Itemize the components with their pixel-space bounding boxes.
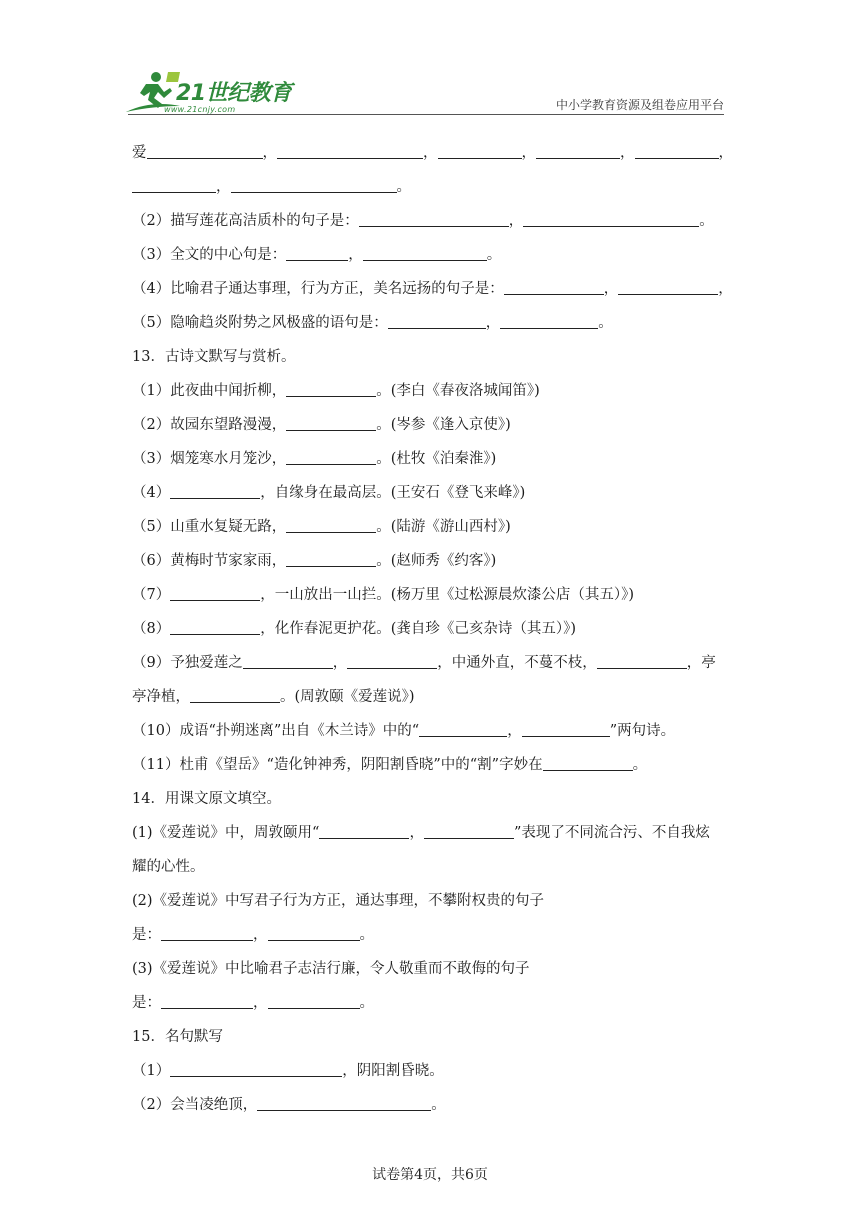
question-text: （2）会当凌绝顶， <box>132 1097 258 1113</box>
question-line <box>132 174 732 208</box>
question-line <box>132 1024 732 1058</box>
question-line <box>132 718 732 752</box>
question-line <box>132 310 732 344</box>
question-text: 。 <box>699 213 714 229</box>
question-line <box>132 922 732 956</box>
question-text: (3)《爱莲说》中比喻君子志洁行廉，令人敬重而不敢侮的句子 <box>132 961 530 977</box>
answer-blank[interactable] <box>257 1094 431 1111</box>
question-text: 爱 <box>132 145 147 161</box>
question-text: ， <box>253 927 268 943</box>
answer-blank[interactable] <box>132 176 216 193</box>
answer-blank[interactable] <box>635 142 719 159</box>
answer-blank[interactable] <box>147 142 263 159</box>
question-text: （11）杜甫《望岳》“造化钟神秀，阴阳割昏晓”中的“割”字妙在 <box>132 757 543 773</box>
question-text: 。 <box>486 247 502 263</box>
answer-blank[interactable] <box>438 142 522 159</box>
answer-blank[interactable] <box>424 822 514 839</box>
answer-blank[interactable] <box>388 312 486 329</box>
logo-text: 21世纪教育 <box>176 81 292 106</box>
question-line <box>132 752 732 786</box>
question-text: （5）山重水复疑无路， <box>132 519 287 535</box>
question-line <box>132 412 732 446</box>
question-text: 。 <box>431 1097 446 1113</box>
answer-blank[interactable] <box>543 754 633 771</box>
question-line <box>132 208 732 242</box>
question-text: ，化作春泥更护花。(龚自珍《己亥杂诗（其五）》) <box>260 621 577 637</box>
question-text: 。 <box>359 995 374 1011</box>
question-line <box>132 276 732 310</box>
question-line <box>132 548 732 582</box>
page-header <box>0 0 860 116</box>
question-text: ， <box>253 995 268 1011</box>
question-text: (1)《爱莲说》中，周敦颐用“ <box>132 825 320 841</box>
question-text: ，亭 <box>686 655 716 671</box>
question-text: 。(赵师秀《约客》) <box>376 553 497 569</box>
question-line <box>132 1058 732 1092</box>
answer-blank[interactable] <box>500 312 598 329</box>
answer-blank[interactable] <box>286 244 348 261</box>
question-text: 耀的心性。 <box>132 859 205 875</box>
answer-blank[interactable] <box>536 142 620 159</box>
question-text: 是： <box>132 995 161 1011</box>
answer-blank[interactable] <box>419 720 507 737</box>
question-text: （7） <box>132 587 171 603</box>
question-text: ， <box>216 179 231 195</box>
question-text: ， <box>718 281 733 297</box>
question-line <box>132 344 732 378</box>
answer-blank[interactable] <box>347 652 437 669</box>
header-divider <box>128 114 724 115</box>
answer-blank[interactable] <box>522 720 610 737</box>
answer-blank[interactable] <box>319 822 409 839</box>
answer-blank[interactable] <box>268 924 360 941</box>
answer-blank[interactable] <box>170 618 260 635</box>
page-footer: 试卷第4页，共6页 <box>372 1167 488 1183</box>
answer-blank[interactable] <box>243 652 333 669</box>
exam-content <box>132 140 732 1126</box>
answer-blank[interactable] <box>359 210 509 227</box>
answer-blank[interactable] <box>170 482 260 499</box>
question-text: ， <box>521 145 536 161</box>
answer-blank[interactable] <box>523 210 699 227</box>
question-text: ”两句诗。 <box>609 723 676 739</box>
question-text: ，自缘身在最高层。(王安石《登飞来峰》) <box>260 485 526 501</box>
answer-blank[interactable] <box>504 278 604 295</box>
question-line <box>132 854 732 888</box>
answer-blank[interactable] <box>286 448 376 465</box>
question-line <box>132 140 732 174</box>
question-text: 14．用课文原文填空。 <box>132 791 281 807</box>
question-text: （2）故园东望路漫漫， <box>132 417 287 433</box>
question-line <box>132 378 732 412</box>
answer-blank[interactable] <box>597 652 687 669</box>
question-text: ， <box>507 723 522 739</box>
answer-blank[interactable] <box>286 516 376 533</box>
answer-blank[interactable] <box>286 380 376 397</box>
site-logo[interactable] <box>124 68 294 118</box>
answer-blank[interactable] <box>161 992 253 1009</box>
question-text: （1）此夜曲中闻折柳， <box>132 383 287 399</box>
question-line <box>132 446 732 480</box>
question-text: （5）隐喻趋炎附势之风极盛的语句是： <box>132 315 388 331</box>
question-line <box>132 684 732 718</box>
question-text: ， <box>348 247 363 263</box>
question-text: 。 <box>598 315 613 331</box>
question-text: （1） <box>132 1063 171 1079</box>
question-text: ， <box>332 655 348 671</box>
answer-blank[interactable] <box>268 992 360 1009</box>
question-text: 。(李白《春夜洛城闻笛》) <box>376 383 540 399</box>
answer-blank[interactable] <box>363 244 487 261</box>
answer-blank[interactable] <box>286 550 376 567</box>
question-text: 。(陆游《游山西村》) <box>376 519 511 535</box>
question-line <box>132 480 732 514</box>
question-text: ， <box>423 145 438 161</box>
question-text: （4） <box>132 485 171 501</box>
question-line <box>132 514 732 548</box>
question-text: ， <box>603 281 619 297</box>
question-line <box>132 582 732 616</box>
answer-blank[interactable] <box>170 1060 342 1077</box>
question-text: 亭净植， <box>132 689 190 705</box>
question-line <box>132 888 732 922</box>
question-line <box>132 990 732 1024</box>
answer-blank[interactable] <box>277 142 423 159</box>
question-text: （8） <box>132 621 171 637</box>
question-text: 。 <box>359 927 374 943</box>
question-text: 是： <box>132 927 161 943</box>
question-text: （4）比喻君子通达事理，行为方正，美名远扬的句子是： <box>132 281 504 297</box>
question-text: （6）黄梅时节家家雨， <box>132 553 287 569</box>
question-text: 13．古诗文默写与赏析。 <box>132 349 296 365</box>
question-text: ， <box>508 213 524 229</box>
question-line <box>132 616 732 650</box>
question-text: ”表现了不同流合污、不自我炫 <box>513 825 710 841</box>
question-line <box>132 786 732 820</box>
question-text: (2)《爱莲说》中写君子行为方正，通达事理，不攀附权贵的句子 <box>132 893 545 909</box>
question-line <box>132 242 732 276</box>
question-text: （10）成语“扑朔迷离”出自《木兰诗》中的“ <box>132 723 420 739</box>
answer-blank[interactable] <box>286 414 376 431</box>
question-text: 15．名句默写 <box>132 1029 223 1045</box>
question-text: （3）烟笼寒水月笼沙， <box>132 451 287 467</box>
question-text: （9）予独爱莲之 <box>132 655 243 671</box>
question-text: ，一山放出一山拦。(杨万里《过松源晨炊漆公店（其五）》) <box>260 587 635 603</box>
answer-blank[interactable] <box>161 924 253 941</box>
answer-blank[interactable] <box>618 278 718 295</box>
question-line <box>132 820 732 854</box>
question-text: ， <box>485 315 501 331</box>
question-text: 。 <box>632 757 648 773</box>
question-text: ， <box>409 825 424 841</box>
question-line <box>132 1092 732 1126</box>
answer-blank[interactable] <box>190 686 280 703</box>
logo-url: www.21cnjy.com <box>164 105 236 114</box>
platform-name: 中小学教育资源及组卷应用平台 <box>555 98 724 112</box>
question-text: 。(周敦颐《爱莲说》) <box>280 689 415 705</box>
question-text: ， <box>262 145 277 161</box>
question-text: 。 <box>396 179 411 195</box>
question-text: ，中通外直，不蔓不枝， <box>437 655 597 671</box>
question-text: （2）描写莲花高洁质朴的句子是： <box>132 213 359 229</box>
question-text: 。(岑参《逢入京使》) <box>376 417 511 433</box>
question-text: ，阴阳割昏晓。 <box>342 1063 444 1079</box>
question-text: 。(杜牧《泊秦淮》) <box>376 451 497 467</box>
question-text: ， <box>718 145 733 161</box>
answer-blank[interactable] <box>170 584 260 601</box>
question-line <box>132 956 732 990</box>
question-line <box>132 650 732 684</box>
question-text: ， <box>620 145 635 161</box>
answer-blank[interactable] <box>231 176 397 193</box>
question-text: （3）全文的中心句是： <box>132 247 287 263</box>
